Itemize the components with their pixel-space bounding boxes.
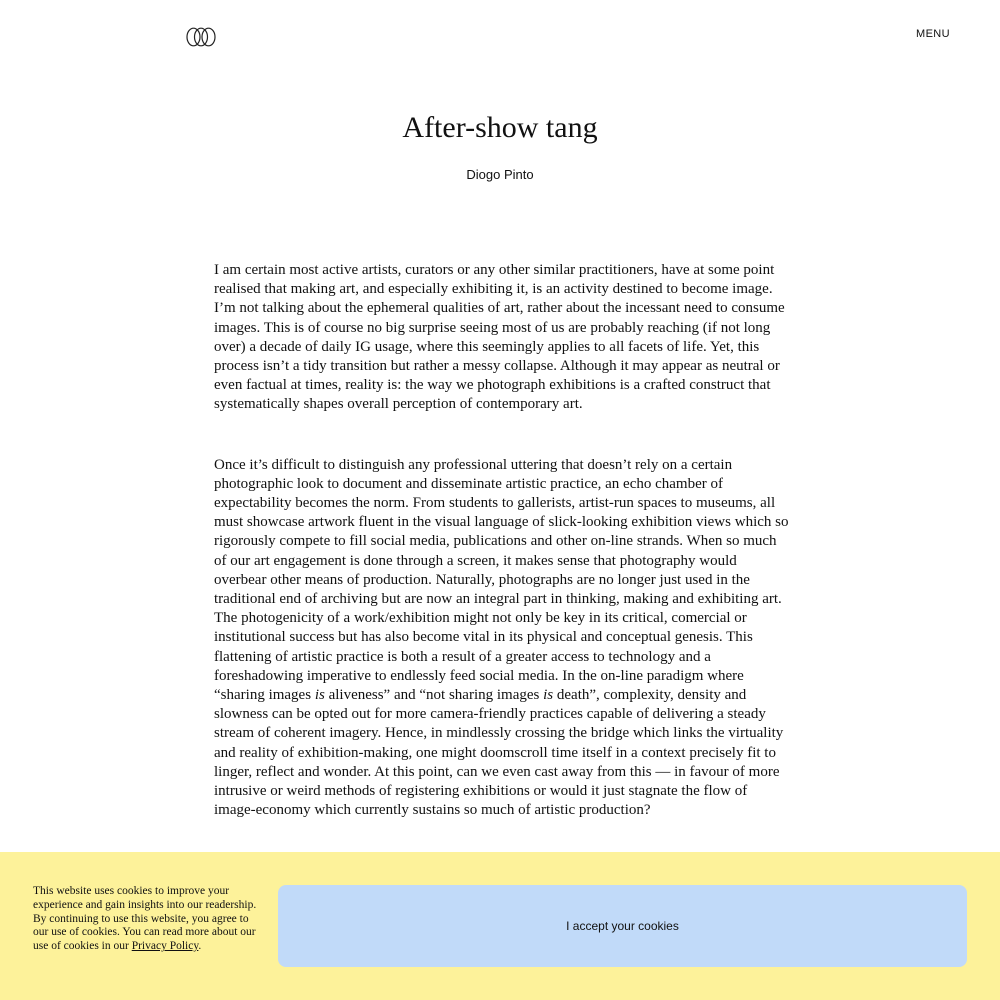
- site-logo-icon[interactable]: [186, 27, 216, 47]
- paragraph-text: Once it’s difficult to distinguish any professional uttering that doesn’t rely on a certain photographic look to document and disseminate artistic practice, an echo chamber of expectability becomes the norm. From students to gallerists, artist-run spaces to museums, all must showcase artwork fluent in the visual language of slick-looking exhibition views which so rigorously compete to fill social media, publications and other on-line strands. When so much of our art engagement is done through a screen, it makes sense that photography would overbear other means of production. Naturally, photographs are no longer just used in the traditional end of archiving but are now an integral part in thinking, making and exhibiting art. The photogenicity of a work/exhibition might not only be key in its critical, comercial or institutional success but has also become vital in its physical and conceptual genesis. This flattening of artistic practice is both a result of a greater access to technology and a foreshadowing imperative to endlessly feed social media. In the on-line paradigm where “sharing images: [214, 456, 789, 704]
- site-header: [0, 0, 1000, 72]
- article-paragraph: [214, 456, 789, 821]
- paragraph-text: aliveness” and “not sharing images: [324, 687, 544, 704]
- cookie-notice-end: .: [198, 940, 202, 953]
- emphasis-text: is: [314, 687, 325, 704]
- accept-cookies-button[interactable]: I accept your cookies: [278, 885, 967, 967]
- article-paragraph: I am certain most active artists, curators or any other similar practitioners, have at some point realised that making art, and especially exhibiting it, is an activity destined to become image. I’m not talking about the ephemeral qualities of art, rather about the incessant need to consume images. This is of course no big surprise seeing most of us are probably reaching (if not long over) a decade of daily IG usage, where this seemingly applies to all facets of life. Yet, this process isn’t a tidy transition but rather a messy collapse. Although it may appear as neutral or even factual at times, reality is: the way we photograph exhibitions is a crafted construct that systematically shapes overall perception of contemporary art.: [214, 262, 785, 413]
- cookie-notice-body: This website uses cookies to improve your experience and gain insights into our readership. By continuing to use this website, you agree to our use of cookies. You can read more about our use of cookies in our: [33, 885, 257, 953]
- author-name: Diogo Pinto: [466, 167, 534, 182]
- cookie-banner: [0, 852, 1000, 1000]
- menu-button[interactable]: MENU: [916, 28, 950, 40]
- cookie-notice-text: [33, 885, 261, 954]
- article-body: [214, 261, 789, 820]
- emphasis-text: is: [543, 687, 554, 704]
- paragraph-text: death”, complexity, density and slowness can be opted out for more camera-friendly practices capable of delivering a steady stream of coherent imagery. Hence, in mindlessly crossing the bridge which links the virtuality and reality of exhibition-making, one might doomscroll time itself in a context precisely fit to linger, reflect and wonder. At this point, can we even cast away from this — in favour of more intrusive or weird methods of registering exhibitions or would it just stagnate the flow of image-economy which currently sustains so much of artistic production?: [214, 687, 784, 819]
- page-title: After-show tang: [402, 111, 598, 144]
- privacy-policy-link[interactable]: Privacy Policy: [131, 940, 199, 953]
